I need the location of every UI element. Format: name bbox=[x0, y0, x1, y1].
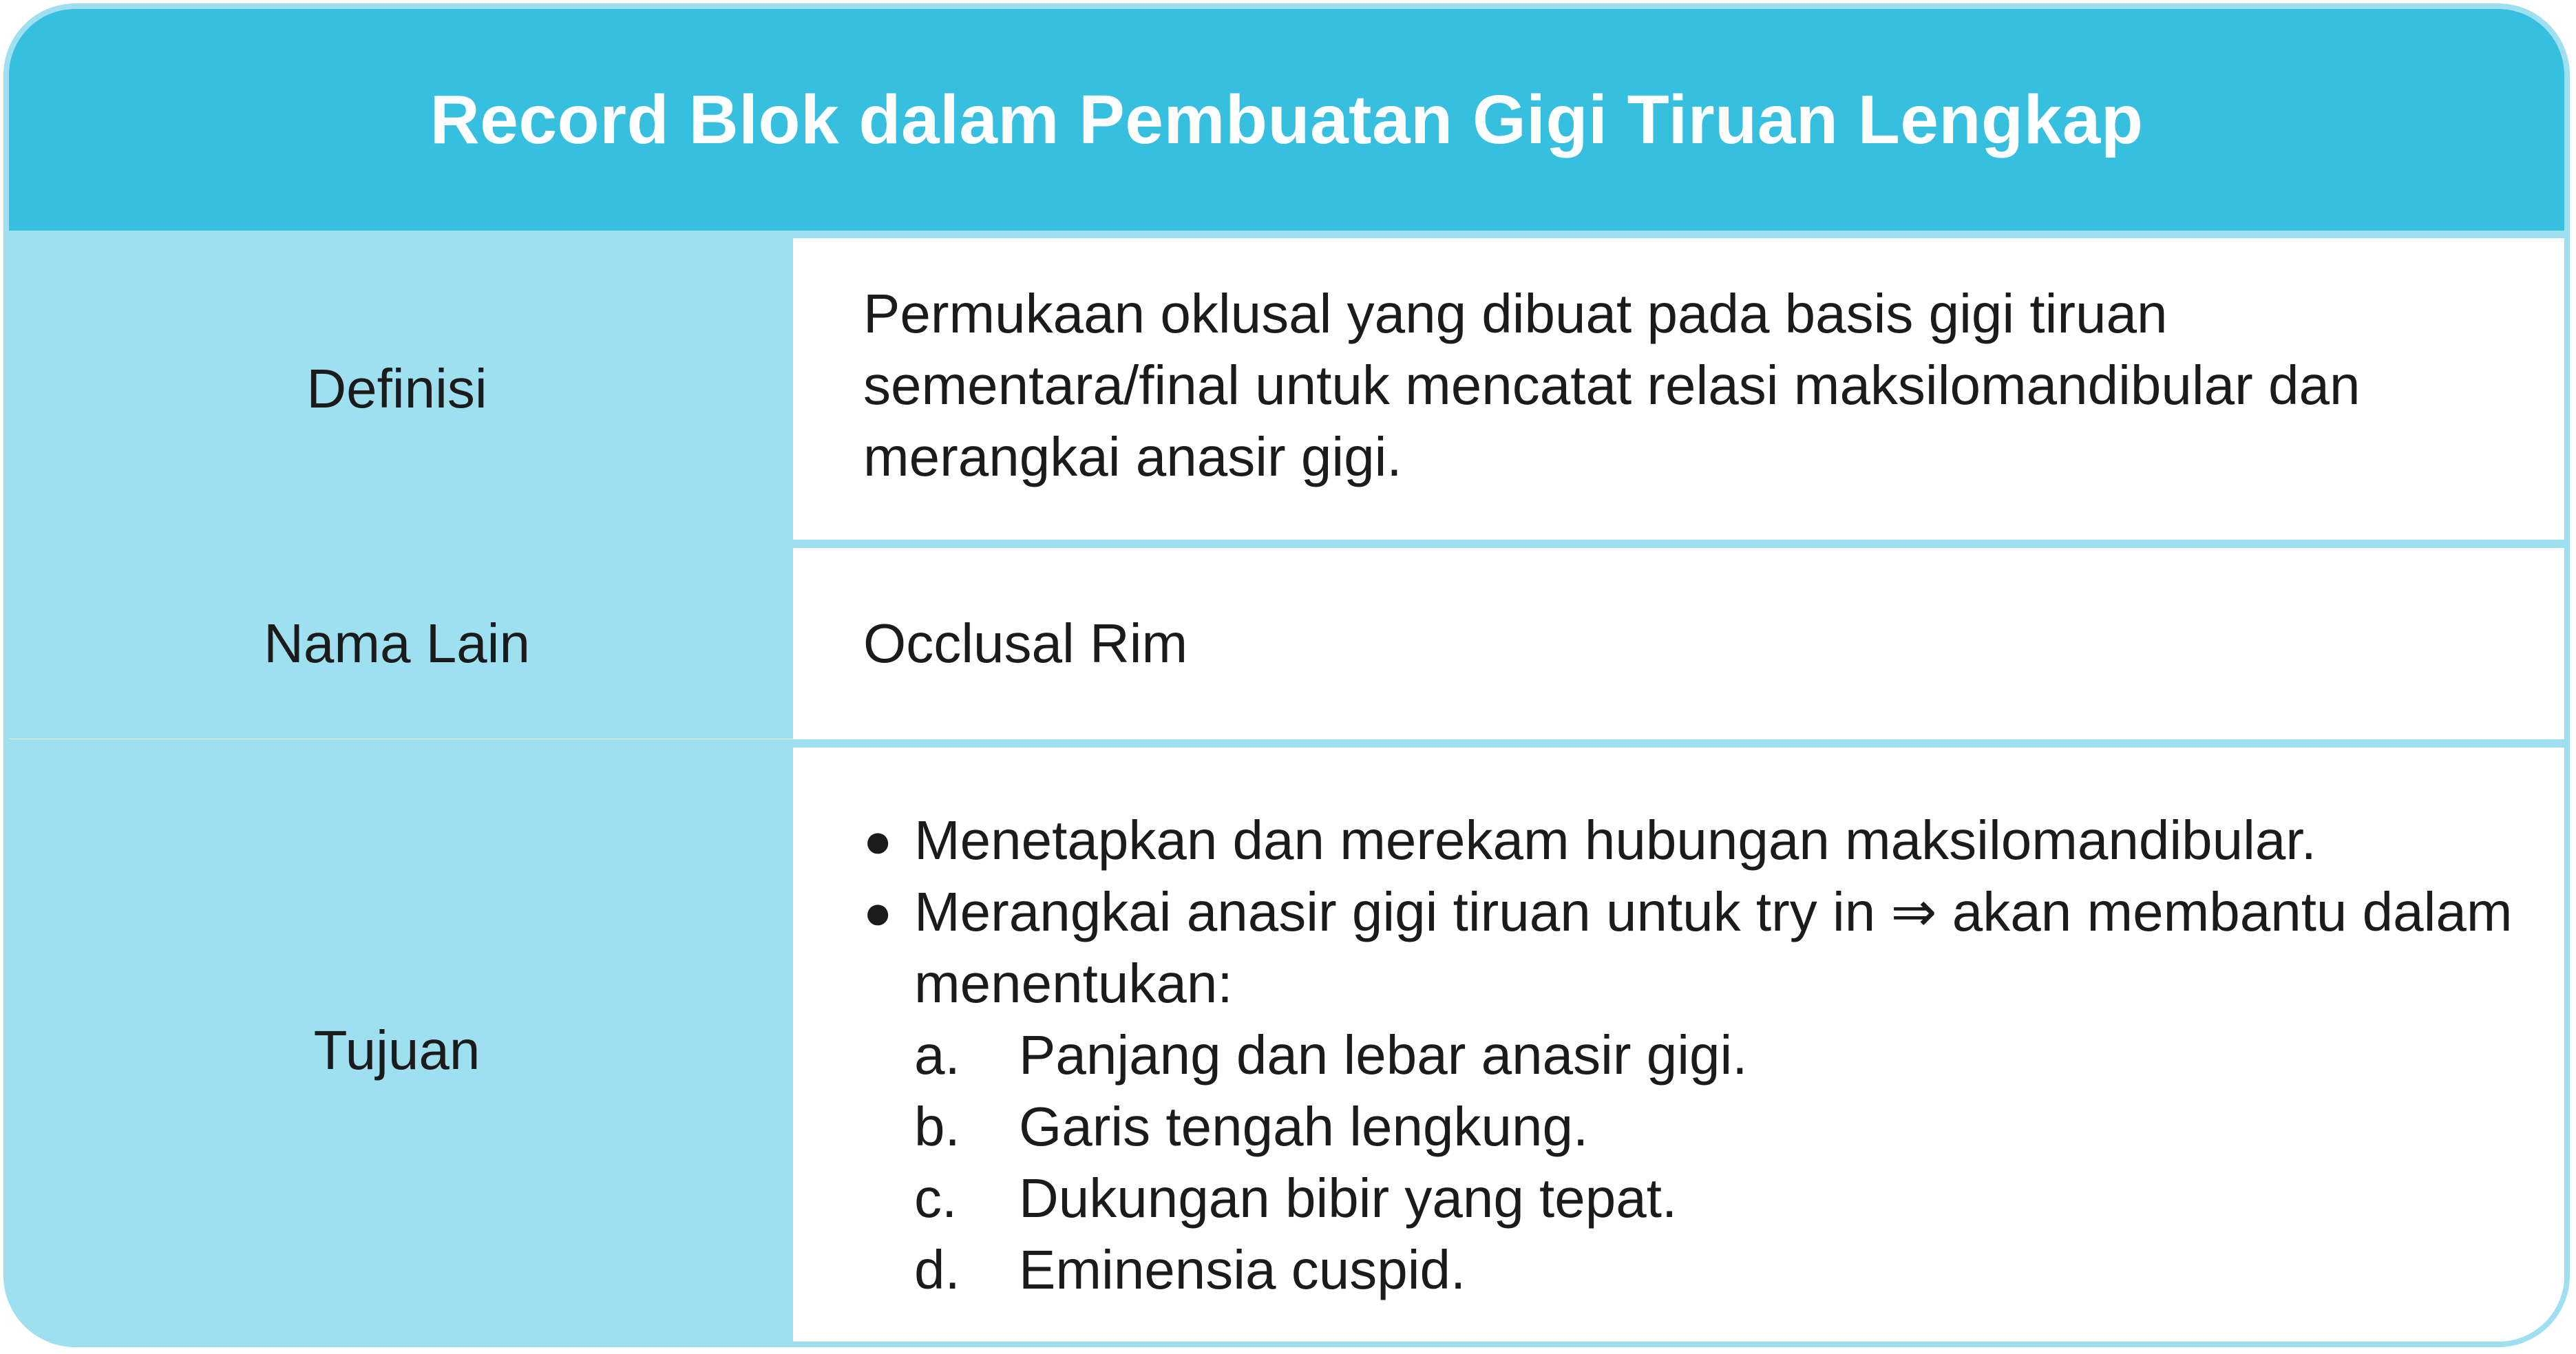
label-cell-nama-lain bbox=[9, 548, 785, 739]
bullet-text: Merangkai anasir gigi tiruan untuk try in ⇒ akan membantu dalam menentukan: bbox=[914, 881, 2513, 1014]
sub-list-text: Dukungan bibir yang tepat. bbox=[1019, 1167, 1678, 1229]
sub-list-item bbox=[914, 1019, 2537, 1091]
sub-list-marker: a. bbox=[914, 1024, 960, 1086]
row-divider bbox=[9, 540, 2564, 548]
column-divider bbox=[785, 748, 793, 1347]
sub-list-marker: c. bbox=[914, 1167, 958, 1229]
sub-list-text: Eminensia cuspid. bbox=[1019, 1239, 1466, 1300]
sub-list-item bbox=[914, 1163, 2537, 1234]
bullet-text: Menetapkan dan merekam hubungan maksilomandibular. bbox=[914, 810, 2316, 871]
table-row-tujuan bbox=[9, 748, 2564, 1347]
table-row-definisi bbox=[9, 238, 2564, 540]
label-cell-definisi bbox=[9, 238, 785, 540]
row-label-tujuan: Tujuan bbox=[313, 1019, 481, 1081]
table-header bbox=[9, 9, 2564, 231]
bullet-dot-icon: ● bbox=[863, 814, 893, 867]
sub-list-item bbox=[914, 1234, 2537, 1306]
row-divider bbox=[9, 739, 2564, 748]
column-divider bbox=[785, 548, 793, 739]
sub-list-marker: b. bbox=[914, 1096, 960, 1157]
row-label-nama-lain: Nama Lain bbox=[264, 612, 530, 674]
column-divider bbox=[785, 238, 793, 540]
content-cell-definisi bbox=[793, 238, 2564, 540]
definisi-text: Permukaan oklusal yang dibuat pada basis gigi tiruan sementara/final untuk mencatat relasi maksilomandibular dan merangkai anasir gigi. bbox=[863, 283, 2361, 487]
bullet-dot-icon: ● bbox=[863, 885, 893, 939]
content-cell-nama-lain bbox=[793, 548, 2564, 739]
nama-lain-text: Occlusal Rim bbox=[863, 612, 1188, 674]
sub-list-marker: d. bbox=[914, 1239, 960, 1300]
info-table-card bbox=[3, 3, 2570, 1347]
bullet-item bbox=[863, 876, 2537, 1019]
sub-list-item bbox=[914, 1091, 2537, 1163]
sub-list-text: Garis tengah lengkung. bbox=[1019, 1096, 1589, 1157]
bullet-item bbox=[863, 805, 2537, 876]
label-cell-tujuan bbox=[9, 748, 785, 1347]
table-row-nama-lain bbox=[9, 548, 2564, 739]
table-title: Record Blok dalam Pembuatan Gigi Tiruan Lengkap bbox=[430, 81, 2144, 158]
row-label-definisi: Definisi bbox=[306, 358, 487, 419]
content-cell-tujuan bbox=[793, 748, 2564, 1347]
sub-list-text: Panjang dan lebar anasir gigi. bbox=[1019, 1024, 1748, 1086]
